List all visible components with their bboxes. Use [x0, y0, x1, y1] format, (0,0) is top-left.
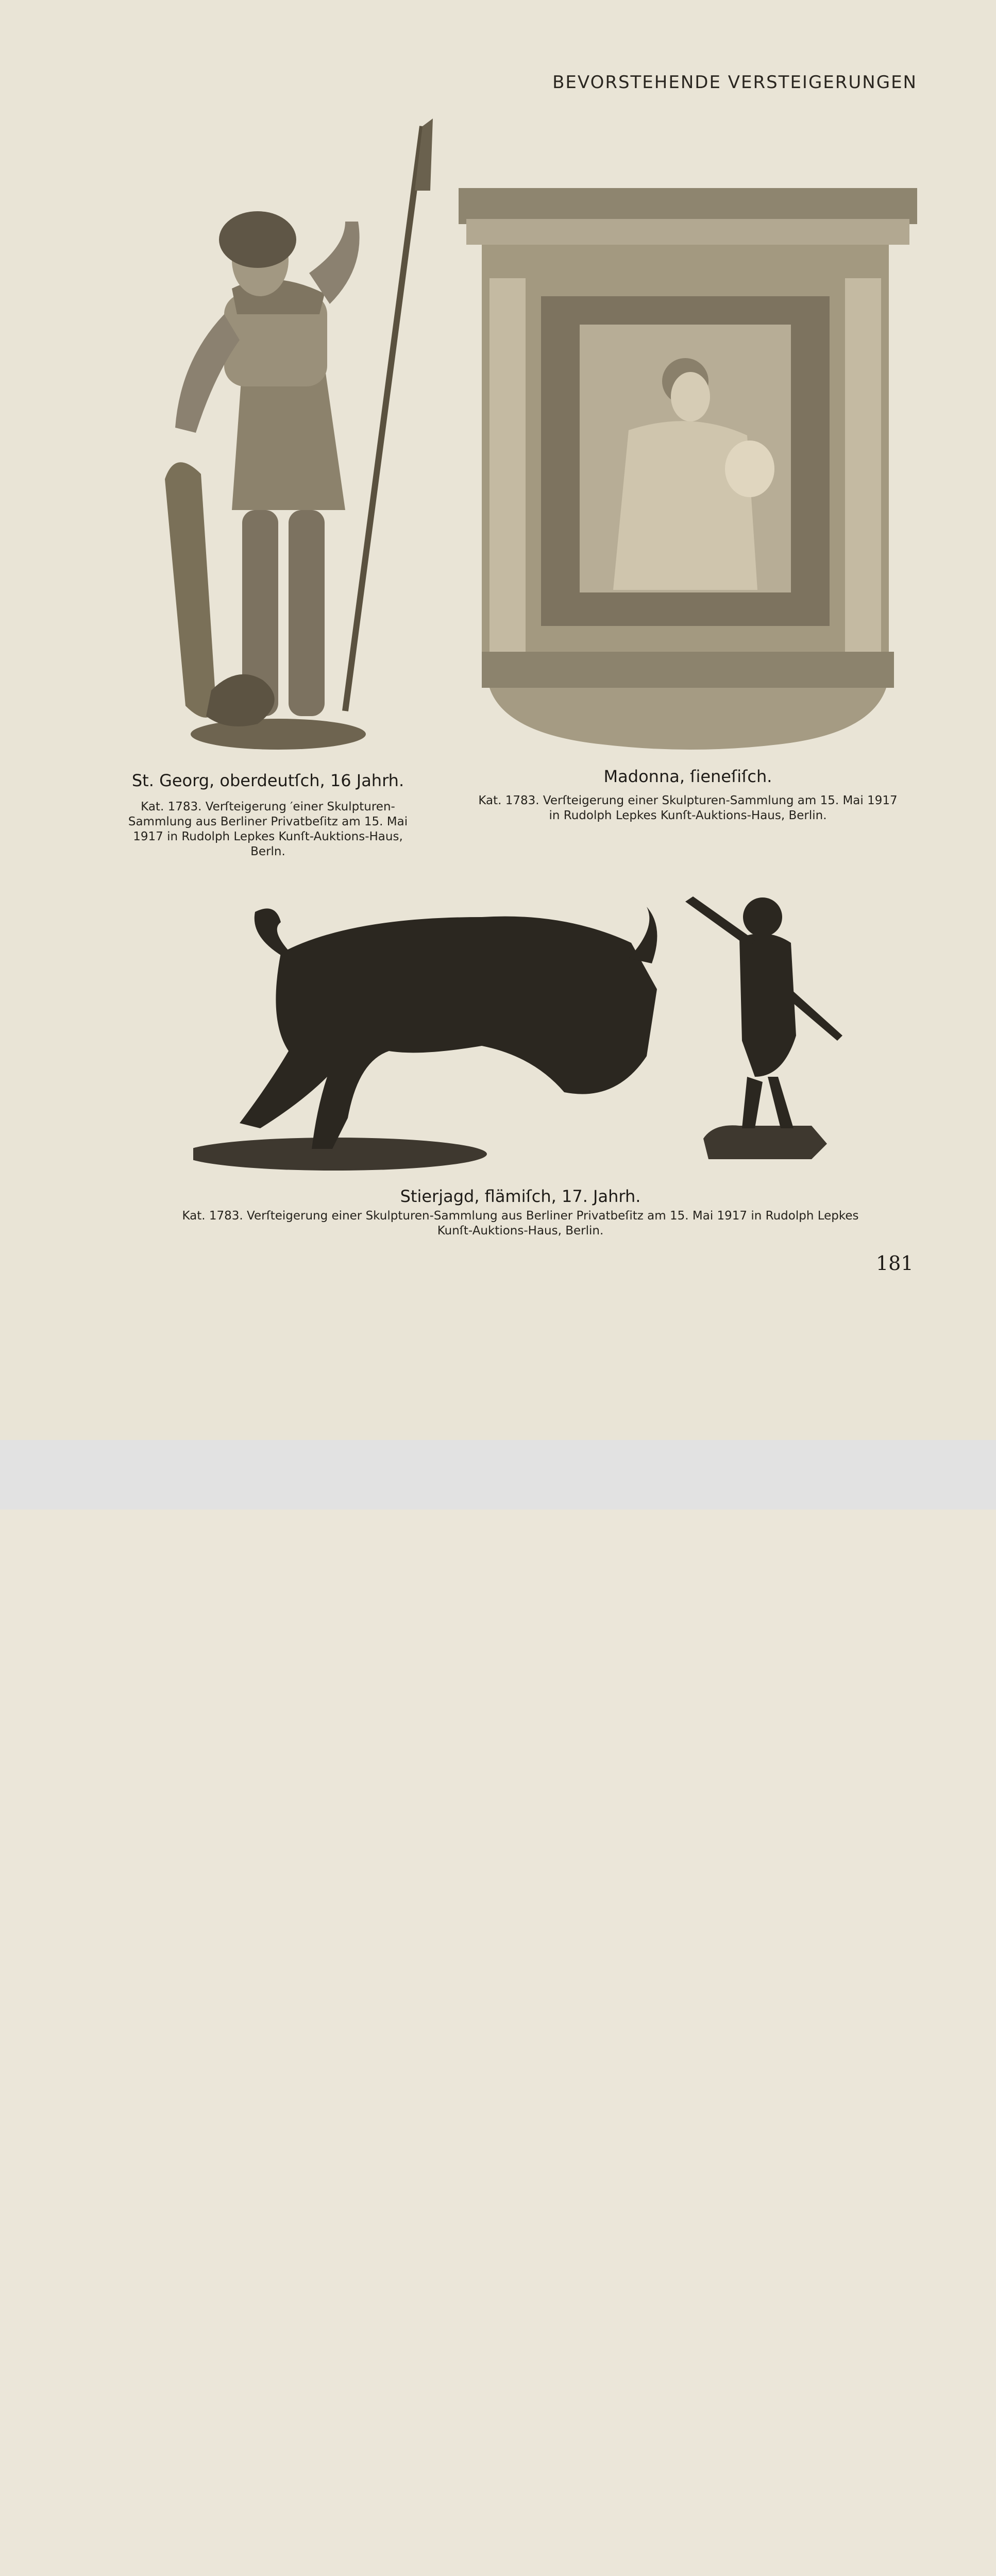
st-georg-title: St. Georg, oberdeutſch, 16 Jahrh. [131, 771, 404, 790]
running-header: BEVORSTEHENDE VERSTEIGERUNGEN [552, 72, 917, 93]
madonna-caption [443, 793, 933, 823]
caption-line: Sammlung aus Berliner Privatbeſitz am 15. Mai [128, 815, 408, 828]
caption-line: Kat. 1783. Verſteigerung einer Skulpturen-Sammlung aus Berliner Privatbeſitz am 15. Mai 1917 in Rudolph Lepkes [182, 1209, 859, 1223]
stierjagd-photo [193, 881, 848, 1180]
stierjagd-title: Stierjagd, flämiſch, 17. Jahrh. [400, 1187, 641, 1206]
caption-line: Kat. 1783. Verſteigerung einer Skulpturen-Sammlung am 15. Mai 1917 [478, 794, 898, 807]
caption-line: Kunſt-Auktions-Haus, Berlin. [437, 1224, 604, 1238]
madonna-title: Madonna, ſieneſiſch. [603, 767, 772, 786]
st-georg-caption [103, 800, 433, 859]
stierjagd-caption [103, 1209, 938, 1239]
st-georg-photo [103, 118, 433, 773]
caption-line: in Rudolph Lepkes Kunſt-Auktions-Haus, Berlin. [549, 809, 827, 822]
page-number: 181 [876, 1252, 914, 1275]
caption-line: 1917 in Rudolph Lepkes Kunſt-Auktions-Haus, [133, 830, 403, 843]
caption-line: Berln. [250, 845, 285, 858]
madonna-photo [459, 188, 917, 755]
footer-bar [0, 1440, 996, 1510]
caption-line: Kat. 1783. Verſteigerung ′einer Skulpturen- [141, 800, 395, 814]
